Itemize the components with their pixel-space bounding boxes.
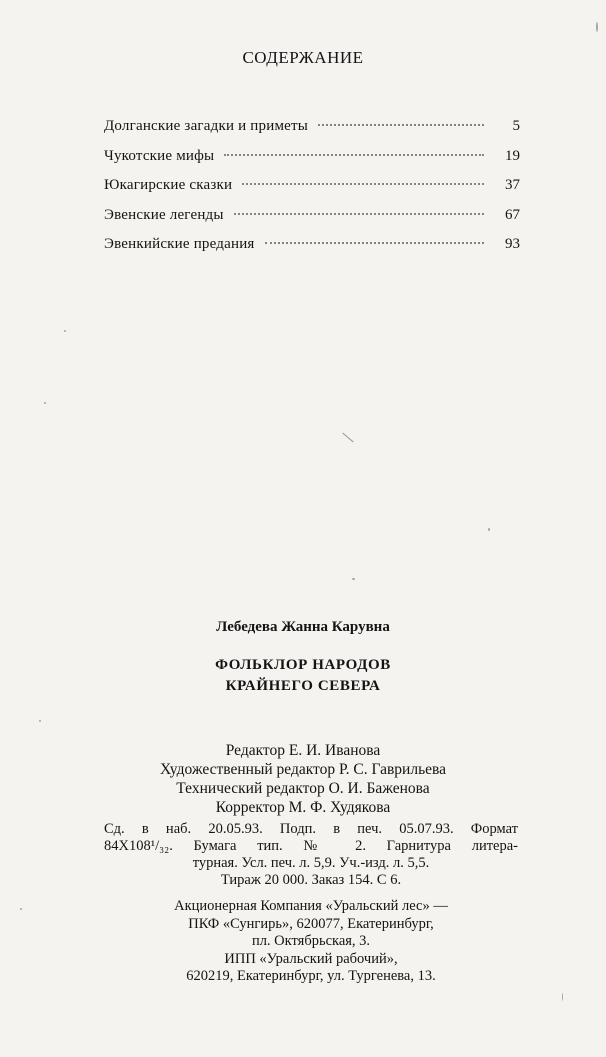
- imprint-line: 84Х108¹/₃₂. Бумага тип. № 2. Гарнитура литера-: [104, 838, 518, 854]
- toc-entry: [104, 236, 520, 266]
- paper-speck: [64, 330, 66, 332]
- toc-leader-dots: [265, 242, 484, 244]
- imprint-line: Тираж 20 000. Заказ 154. С 6.: [220, 872, 402, 888]
- toc-entry: [104, 148, 520, 178]
- toc-entry-page: 5: [512, 118, 520, 134]
- print-imprint: [104, 821, 518, 889]
- paper-speck: [352, 578, 355, 580]
- toc-entry-page: 37: [505, 177, 520, 193]
- toc-entry-title: Чукотские мифы: [104, 147, 215, 164]
- toc-entry-page: 67: [505, 206, 520, 223]
- toc-entry: [104, 118, 520, 148]
- paper-speck: [596, 22, 598, 32]
- toc-entry: [104, 207, 520, 237]
- toc-entry-page: 19: [505, 147, 520, 164]
- publisher-line: пл. Октябрьская, 3.: [251, 933, 371, 949]
- paper-speck: [44, 402, 46, 404]
- paper-speck: [562, 993, 563, 1001]
- imprint-line: Сд. в наб. 20.05.93. Подп. в печ. 05.07.93. Формат: [104, 821, 518, 837]
- toc-leader-dots: [318, 124, 484, 126]
- paper-speck: [20, 908, 22, 910]
- paper-speck: [488, 528, 490, 531]
- credit-line: Технический редактор О. И. Баженова: [176, 780, 430, 797]
- contents-heading: СОДЕРЖАНИЕ: [242, 48, 364, 67]
- publisher-line: ПКФ «Сунгирь», 620077, Екатеринбург,: [188, 915, 434, 932]
- credit-line: Художественный редактор Р. С. Гаврильева: [159, 761, 447, 778]
- table-of-contents: [104, 118, 520, 266]
- toc-leader-dots: [224, 154, 484, 156]
- author-name: Лебедева Жанна Карувна: [216, 619, 390, 635]
- paper-speck: [39, 720, 41, 722]
- toc-entry: [104, 177, 520, 207]
- toc-entry-page: 93: [505, 236, 520, 252]
- publisher-info: [104, 898, 518, 986]
- imprint-line: турная. Усл. печ. л. 5,9. Уч.-изд. л. 5,5.: [192, 855, 430, 871]
- credit-line: Редактор Е. И. Иванова: [225, 742, 381, 759]
- toc-entry-title: Юкагирские сказки: [104, 177, 233, 193]
- book-title-line: КРАЙНЕГО СЕВЕРА: [225, 678, 381, 694]
- toc-entry-title: Эвенские легенды: [104, 206, 224, 223]
- toc-entry-title: Эвенкийские предания: [104, 236, 255, 252]
- toc-leader-dots: [234, 213, 484, 215]
- publisher-line: 620219, Екатеринбург, ул. Тургенева, 13.: [186, 968, 436, 984]
- toc-entry-title: Долганские загадки и приметы: [104, 118, 309, 134]
- publisher-line: Акционерная Компания «Уральский лес» —: [174, 898, 448, 914]
- book-title: [0, 655, 606, 697]
- toc-leader-dots: [242, 183, 484, 185]
- editorial-credits: [0, 741, 606, 817]
- paper-scratch: [342, 433, 353, 443]
- credit-line: Корректор М. Ф. Худякова: [215, 799, 391, 816]
- publisher-line: ИПП «Уральский рабочий»,: [224, 950, 398, 967]
- book-title-line: ФОЛЬКЛОР НАРОДОВ: [215, 657, 391, 673]
